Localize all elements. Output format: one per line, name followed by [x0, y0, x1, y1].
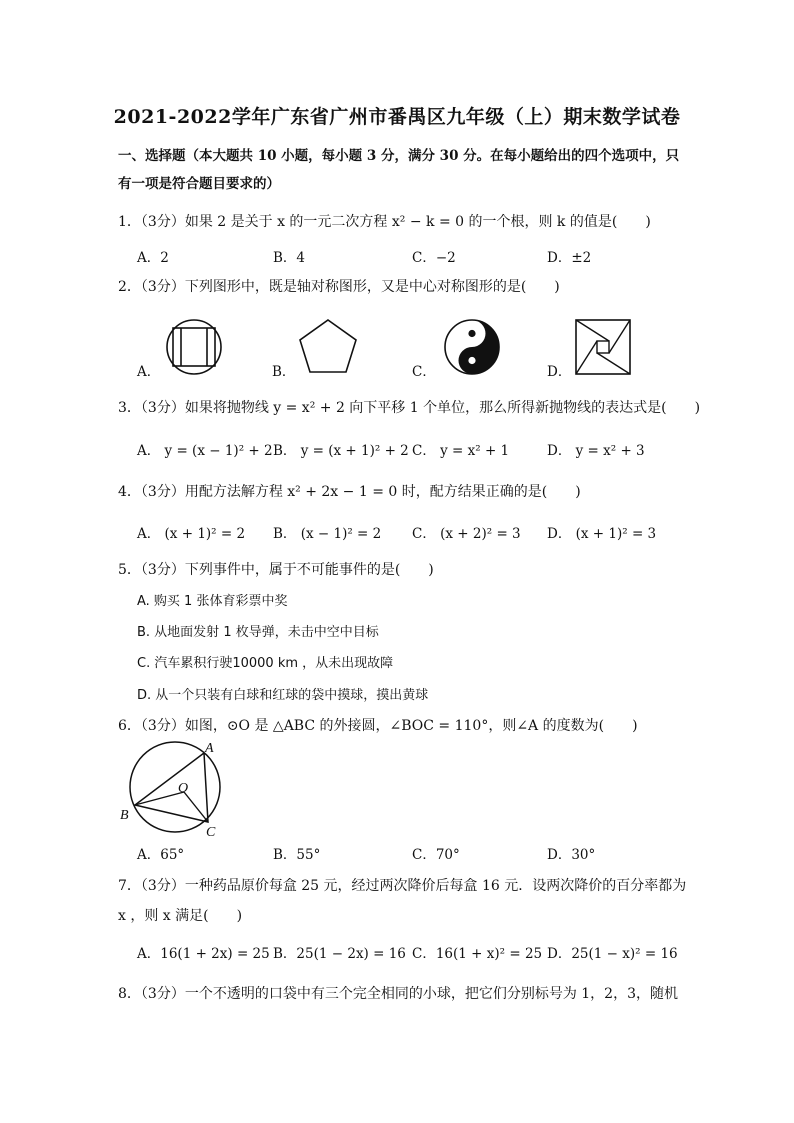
- q7-option-d: D．25(1 − x)² = 16: [547, 946, 678, 962]
- question-6-stem: 6．（3分）如图，⊙O 是 △ABC 的外接圆，∠BOC = 110°，则∠A 的度数为( ): [118, 718, 638, 734]
- vertex-a-label: A: [205, 741, 214, 756]
- question-7-stem-line1: 7．（3分）一种药品原价每盒 25 元，经过两次降价后每盒 16 元．设两次降价的百分率都为: [118, 878, 687, 894]
- q4-option-b: B． (x − 1)² = 2: [273, 526, 382, 542]
- q3-option-c: C． y = x² + 1: [412, 443, 510, 459]
- q4-option-a: A． (x + 1)² = 2: [137, 526, 246, 542]
- q5-option-c: C. 汽车累积行驶10000 km ，从未出现故障: [137, 656, 394, 671]
- figure-c-taiji: [443, 318, 501, 376]
- q6-option-a: A．65°: [137, 847, 185, 863]
- question-3-stem: 3．（3分）如果将抛物线 y = x² + 2 向下平移 1 个单位，那么所得新抛物线的表达式是( ): [118, 400, 701, 416]
- section-heading-line1: 一、选择题（本大题共 10 小题，每小题 3 分，满分 30 分。在每小题给出的四个选项中，只: [118, 148, 680, 164]
- q1-option-c: C．−2: [412, 250, 456, 266]
- figure-d-square-pinwheel: [575, 319, 631, 375]
- question-4-stem: 4．（3分）用配方法解方程 x² + 2x − 1 = 0 时，配方结果正确的是( ): [118, 484, 581, 500]
- q4-option-c: C． (x + 2)² = 3: [412, 526, 521, 542]
- q3-option-a: A． y = (x − 1)² + 2: [137, 443, 273, 459]
- q3-option-b: B． y = (x + 1)² + 2: [273, 443, 409, 459]
- vertex-c-label: C: [206, 825, 216, 840]
- exam-title: 2021-2022学年广东省广州市番禺区九年级（上）期末数学试卷: [113, 106, 681, 128]
- center-o-label: O: [178, 781, 189, 796]
- section-heading-line2: 有一项是符合题目要求的）: [118, 176, 280, 192]
- q1-option-d: D．±2: [547, 250, 592, 266]
- q5-option-d: D. 从一个只装有白球和红球的袋中摸球，摸出黄球: [137, 688, 429, 703]
- question-8-stem: 8．（3分）一个不透明的口袋中有三个完全相同的小球，把它们分别标号为 1，2，3，随机: [118, 986, 678, 1002]
- q6-option-b: B．55°: [273, 847, 321, 863]
- figure-a-circle-rectangle: [164, 318, 224, 376]
- q3-option-d: D． y = x² + 3: [547, 443, 645, 459]
- figure-circumcircle-abc: [118, 738, 233, 838]
- question-1-stem: 1．（3分）如果 2 是关于 x 的一元二次方程 x² − k = 0 的一个根，则 k 的值是( ): [118, 214, 651, 230]
- q5-option-a: A. 购买 1 张体育彩票中奖: [137, 594, 288, 609]
- q5-option-b: B. 从地面发射 1 枚导弹，未击中空中目标: [137, 625, 379, 640]
- q6-option-d: D．30°: [547, 847, 596, 863]
- q1-option-b: B．4: [273, 250, 306, 266]
- q2-label-c: C．: [412, 364, 436, 380]
- question-2-stem: 2．（3分）下列图形中，既是轴对称图形，又是中心对称图形的是( ): [118, 279, 560, 295]
- q7-option-c: C．16(1 + x)² = 25: [412, 946, 543, 962]
- q2-label-a: A．: [137, 364, 161, 380]
- q7-option-b: B．25(1 − 2x) = 16: [273, 946, 406, 962]
- question-7-stem-line2: x ，则 x 满足( ): [118, 908, 243, 924]
- vertex-b-label: B: [120, 808, 129, 823]
- q6-option-c: C．70°: [412, 847, 460, 863]
- q7-option-a: A．16(1 + 2x) = 25: [137, 946, 270, 962]
- q1-option-a: A．2: [137, 250, 169, 266]
- q2-label-d: D．: [547, 364, 572, 380]
- q2-label-b: B．: [272, 364, 296, 380]
- figure-b-pentagon: [297, 318, 359, 374]
- q4-option-d: D． (x + 1)² = 3: [547, 526, 657, 542]
- question-5-stem: 5．（3分）下列事件中，属于不可能事件的是( ): [118, 562, 434, 578]
